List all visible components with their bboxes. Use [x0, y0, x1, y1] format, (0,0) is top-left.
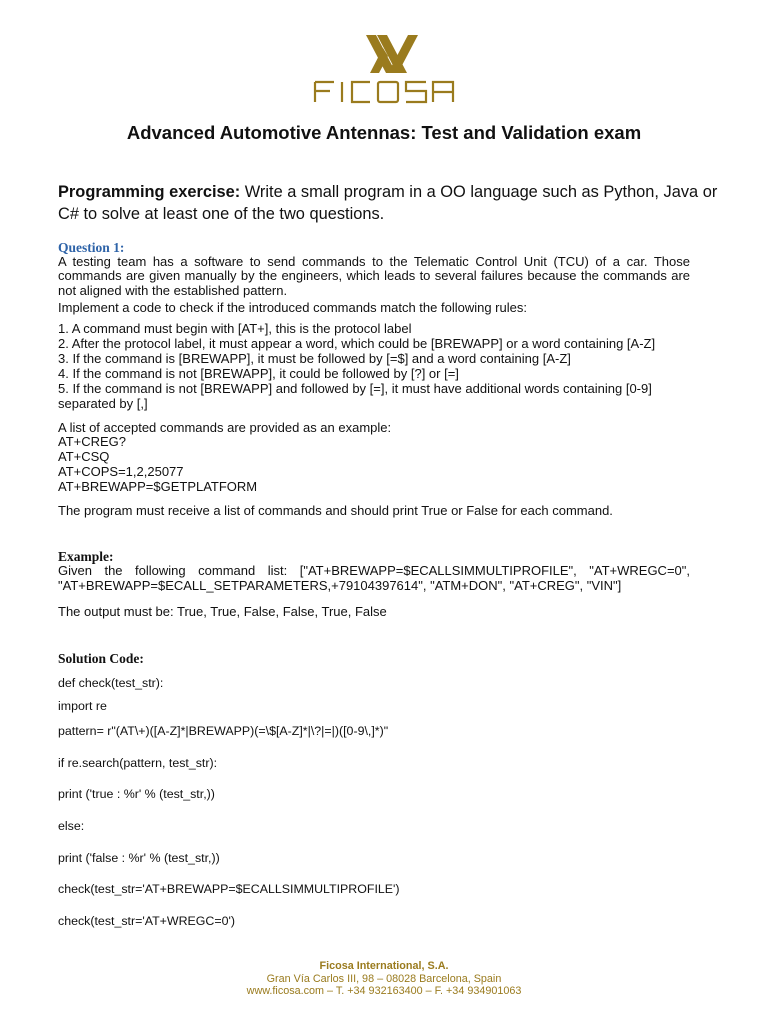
footer-company: Ficosa International, S.A.: [319, 960, 449, 972]
question-1-implement: Implement a code to check if the introduced commands match the following rules:: [58, 300, 527, 315]
programming-exercise: [58, 181, 738, 225]
code-line: print ('false : %r' % (test_str,)): [58, 851, 220, 865]
programming-exercise-text: Write a small program in a OO language such as Python, Java or C# to solve at least one of the two questions.: [58, 183, 718, 223]
rule-item: 2. After the protocol label, it must appear a word, which could be [BREWAPP] or a word containing [A-Z]: [58, 335, 656, 351]
programming-exercise-label: Programming exercise:: [58, 183, 241, 201]
example-text: Given the following command list: ["AT+BREWAPP=$ECALLSIMMULTIPROFILE", "AT+WREGC=0", "AT+BREWAPP=$ECALL_SETPARAMETERS,+79104397614", "ATM+DON", "AT+CREG", "VIN"]: [58, 563, 690, 593]
footer-address: Gran Vía Carlos III, 98 – 08028 Barcelona, Spain: [266, 972, 502, 985]
accepted-command: AT+COPS=1,2,25077: [58, 464, 184, 479]
ficosa-emblem-icon: [312, 30, 464, 108]
code-line: pattern= r"(AT\+)([A-Z]*|BREWAPP)(=\$[A-Z]*|\?|=|)([0-9\,]*)": [58, 724, 389, 738]
example-title: Example:: [58, 549, 114, 564]
page-footer: [0, 960, 768, 998]
accepted-command: AT+CSQ: [58, 449, 110, 464]
rule-item: 3. If the command is [BREWAPP], it must be followed by [=$] and a word containing [A-Z]: [58, 350, 571, 366]
example-output: The output must be: True, True, False, False, True, False: [58, 604, 387, 619]
footer-contact: www.ficosa.com – T. +34 932163400 – F. +34 934901063: [246, 985, 522, 998]
code-line: if re.search(pattern, test_str):: [58, 756, 218, 770]
code-line: print ('true : %r' % (test_str,)): [58, 787, 215, 801]
program-note: The program must receive a list of commands and should print True or False for each command.: [58, 503, 613, 518]
document-title: Advanced Automotive Antennas: Test and Validation exam: [126, 122, 642, 143]
code-line: check(test_str='AT+BREWAPP=$ECALLSIMMULTIPROFILE'): [58, 882, 400, 896]
code-line: def check(test_str):: [58, 676, 164, 690]
accepted-intro: A list of accepted commands are provided as an example:: [58, 420, 392, 435]
ficosa-logo: [312, 30, 464, 108]
code-line: else:: [58, 819, 85, 833]
rule-item: 1. A command must begin with [AT+], this is the protocol label: [58, 321, 412, 336]
code-line: import re: [58, 699, 107, 713]
solution-title: Solution Code:: [58, 651, 144, 666]
code-line: check(test_str='AT+WREGC=0'): [58, 914, 235, 928]
accepted-command: AT+CREG?: [58, 434, 127, 449]
rule-item: 4. If the command is not [BREWAPP], it could be followed by [?] or [=]: [58, 365, 459, 381]
question-1-intro: A testing team has a software to send commands to the Telematic Control Unit (TCU) of a car. Those commands are given manually by the engineers, which leads to several failures because the commands are not aligned with the established pattern.: [58, 254, 690, 298]
rules-list: [58, 322, 698, 411]
rule-item: 5. If the command is not [BREWAPP] and followed by [=], it must have additional words containing [0-9] separated by [,]: [58, 380, 652, 411]
question-1-title: Question 1:: [58, 240, 125, 255]
accepted-command: AT+BREWAPP=$GETPLATFORM: [58, 479, 258, 494]
